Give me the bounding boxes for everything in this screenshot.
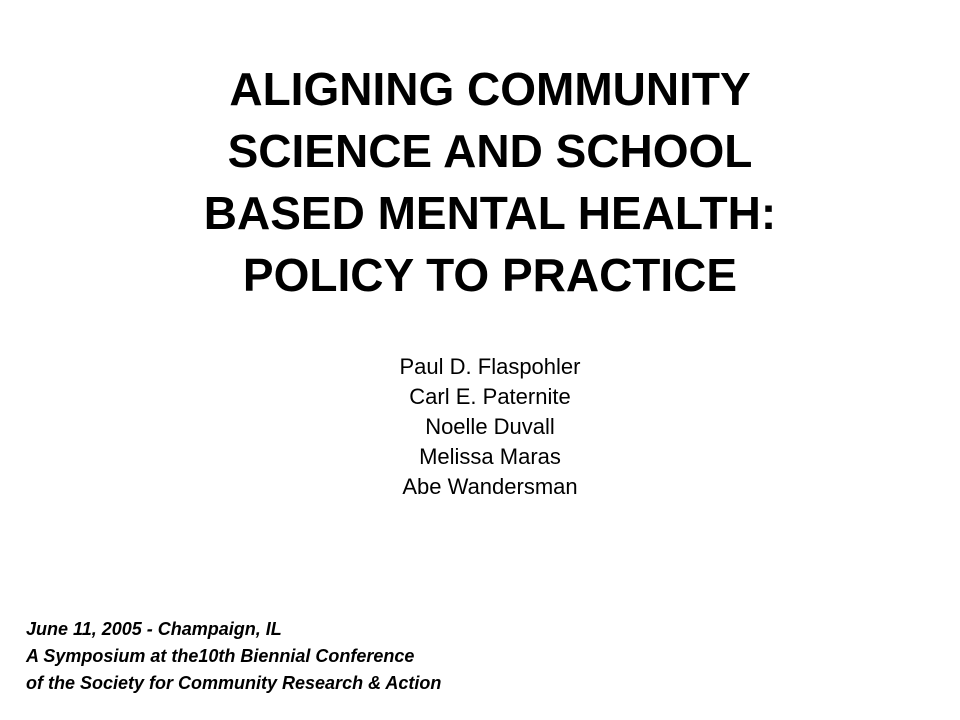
- slide-title: [120, 58, 860, 306]
- title-line-4: POLICY TO PRACTICE: [242, 249, 738, 301]
- title-line-1: ALIGNING COMMUNITY: [229, 63, 751, 115]
- author-list: [280, 352, 700, 502]
- author-name: Noelle Duvall: [425, 414, 555, 439]
- event-symposium: A Symposium at the10th Biennial Conference: [26, 646, 415, 666]
- event-date-location: June 11, 2005 - Champaign, IL: [26, 619, 282, 639]
- author-name: Paul D. Flaspohler: [399, 354, 581, 379]
- event-society: of the Society for Community Research & Action: [26, 673, 442, 693]
- author-name: Carl E. Paternite: [409, 384, 571, 409]
- author-name: Melissa Maras: [419, 444, 561, 469]
- author-name: Abe Wandersman: [402, 474, 578, 499]
- title-line-2: SCIENCE AND SCHOOL: [227, 125, 753, 177]
- event-details: [26, 616, 626, 697]
- title-line-3: BASED MENTAL HEALTH:: [203, 187, 777, 239]
